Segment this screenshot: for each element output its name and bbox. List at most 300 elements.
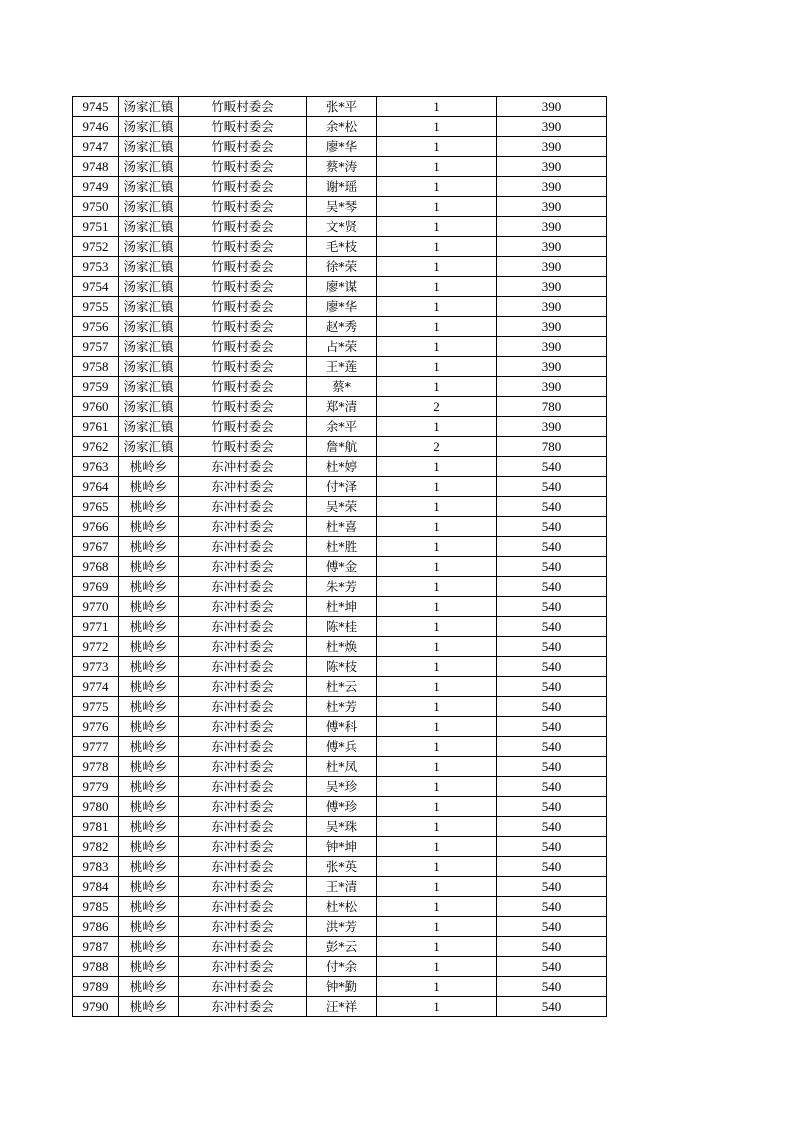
- table-row: [73, 457, 607, 477]
- name-cell: 朱*芳: [307, 577, 377, 597]
- amount-cell: 390: [497, 317, 607, 337]
- township-cell: 桃岭乡: [119, 577, 179, 597]
- township-cell: 桃岭乡: [119, 777, 179, 797]
- row-index-cell: 9786: [73, 917, 119, 937]
- name-cell: 毛*枝: [307, 237, 377, 257]
- name-cell: 廖*华: [307, 297, 377, 317]
- table-row: [73, 157, 607, 177]
- count-cell: 1: [377, 177, 497, 197]
- township-cell: 汤家汇镇: [119, 237, 179, 257]
- table-row: [73, 377, 607, 397]
- amount-cell: 540: [497, 937, 607, 957]
- count-cell: 1: [377, 997, 497, 1017]
- township-cell: 桃岭乡: [119, 897, 179, 917]
- township-cell: 汤家汇镇: [119, 337, 179, 357]
- village-committee-cell: 东冲村委会: [179, 617, 307, 637]
- village-committee-cell: 东冲村委会: [179, 577, 307, 597]
- township-cell: 桃岭乡: [119, 477, 179, 497]
- row-index-cell: 9765: [73, 497, 119, 517]
- row-index-cell: 9760: [73, 397, 119, 417]
- table-row: [73, 677, 607, 697]
- township-cell: 桃岭乡: [119, 817, 179, 837]
- amount-cell: 390: [497, 217, 607, 237]
- village-committee-cell: 竹畈村委会: [179, 137, 307, 157]
- township-cell: 汤家汇镇: [119, 297, 179, 317]
- data-table: [72, 96, 607, 1017]
- table-row: [73, 517, 607, 537]
- name-cell: 杜*云: [307, 677, 377, 697]
- count-cell: 1: [377, 417, 497, 437]
- count-cell: 1: [377, 497, 497, 517]
- table-row: [73, 857, 607, 877]
- amount-cell: 390: [497, 137, 607, 157]
- count-cell: 1: [377, 117, 497, 137]
- row-index-cell: 9779: [73, 777, 119, 797]
- row-index-cell: 9770: [73, 597, 119, 617]
- name-cell: 杜*坤: [307, 597, 377, 617]
- row-index-cell: 9763: [73, 457, 119, 477]
- village-committee-cell: 东冲村委会: [179, 697, 307, 717]
- township-cell: 汤家汇镇: [119, 277, 179, 297]
- amount-cell: 390: [497, 157, 607, 177]
- name-cell: 洪*芳: [307, 917, 377, 937]
- count-cell: 1: [377, 937, 497, 957]
- row-index-cell: 9757: [73, 337, 119, 357]
- row-index-cell: 9771: [73, 617, 119, 637]
- name-cell: 吴*珠: [307, 817, 377, 837]
- table-row: [73, 217, 607, 237]
- name-cell: 杜*芳: [307, 697, 377, 717]
- village-committee-cell: 竹畈村委会: [179, 337, 307, 357]
- amount-cell: 540: [497, 677, 607, 697]
- table-row: [73, 897, 607, 917]
- township-cell: 汤家汇镇: [119, 317, 179, 337]
- amount-cell: 390: [497, 277, 607, 297]
- table-body: [73, 97, 607, 1017]
- village-committee-cell: 东冲村委会: [179, 637, 307, 657]
- township-cell: 汤家汇镇: [119, 357, 179, 377]
- count-cell: 1: [377, 337, 497, 357]
- table-row: [73, 757, 607, 777]
- amount-cell: 540: [497, 857, 607, 877]
- name-cell: 彭*云: [307, 937, 377, 957]
- row-index-cell: 9746: [73, 117, 119, 137]
- count-cell: 2: [377, 437, 497, 457]
- name-cell: 傅*珍: [307, 797, 377, 817]
- township-cell: 桃岭乡: [119, 457, 179, 477]
- village-committee-cell: 东冲村委会: [179, 897, 307, 917]
- village-committee-cell: 竹畈村委会: [179, 357, 307, 377]
- count-cell: 1: [377, 977, 497, 997]
- amount-cell: 540: [497, 777, 607, 797]
- table-row: [73, 617, 607, 637]
- township-cell: 桃岭乡: [119, 617, 179, 637]
- name-cell: 付*余: [307, 957, 377, 977]
- count-cell: 1: [377, 557, 497, 577]
- count-cell: 1: [377, 677, 497, 697]
- township-cell: 桃岭乡: [119, 957, 179, 977]
- count-cell: 1: [377, 297, 497, 317]
- village-committee-cell: 东冲村委会: [179, 997, 307, 1017]
- township-cell: 桃岭乡: [119, 937, 179, 957]
- township-cell: 汤家汇镇: [119, 177, 179, 197]
- count-cell: 1: [377, 277, 497, 297]
- row-index-cell: 9790: [73, 997, 119, 1017]
- village-committee-cell: 东冲村委会: [179, 557, 307, 577]
- table-row: [73, 437, 607, 457]
- table-row: [73, 117, 607, 137]
- data-table-container: [72, 96, 606, 1017]
- village-committee-cell: 竹畈村委会: [179, 257, 307, 277]
- amount-cell: 540: [497, 817, 607, 837]
- village-committee-cell: 竹畈村委会: [179, 117, 307, 137]
- village-committee-cell: 竹畈村委会: [179, 417, 307, 437]
- amount-cell: 390: [497, 337, 607, 357]
- row-index-cell: 9767: [73, 537, 119, 557]
- name-cell: 付*泽: [307, 477, 377, 497]
- count-cell: 1: [377, 257, 497, 277]
- village-committee-cell: 竹畈村委会: [179, 237, 307, 257]
- township-cell: 汤家汇镇: [119, 117, 179, 137]
- township-cell: 桃岭乡: [119, 797, 179, 817]
- row-index-cell: 9782: [73, 837, 119, 857]
- count-cell: 1: [377, 837, 497, 857]
- table-row: [73, 877, 607, 897]
- village-committee-cell: 竹畈村委会: [179, 297, 307, 317]
- table-row: [73, 137, 607, 157]
- township-cell: 汤家汇镇: [119, 437, 179, 457]
- village-committee-cell: 竹畈村委会: [179, 397, 307, 417]
- amount-cell: 540: [497, 557, 607, 577]
- table-row: [73, 917, 607, 937]
- count-cell: 1: [377, 537, 497, 557]
- row-index-cell: 9756: [73, 317, 119, 337]
- village-committee-cell: 竹畈村委会: [179, 317, 307, 337]
- village-committee-cell: 东冲村委会: [179, 917, 307, 937]
- row-index-cell: 9750: [73, 197, 119, 217]
- village-committee-cell: 竹畈村委会: [179, 277, 307, 297]
- count-cell: 1: [377, 97, 497, 117]
- name-cell: 傅*金: [307, 557, 377, 577]
- table-row: [73, 417, 607, 437]
- township-cell: 汤家汇镇: [119, 417, 179, 437]
- village-committee-cell: 竹畈村委会: [179, 97, 307, 117]
- table-row: [73, 577, 607, 597]
- village-committee-cell: 东冲村委会: [179, 857, 307, 877]
- amount-cell: 390: [497, 197, 607, 217]
- amount-cell: 780: [497, 437, 607, 457]
- township-cell: 汤家汇镇: [119, 197, 179, 217]
- village-committee-cell: 东冲村委会: [179, 517, 307, 537]
- name-cell: 钟*勤: [307, 977, 377, 997]
- row-index-cell: 9751: [73, 217, 119, 237]
- table-row: [73, 837, 607, 857]
- amount-cell: 540: [497, 497, 607, 517]
- row-index-cell: 9787: [73, 937, 119, 957]
- count-cell: 1: [377, 197, 497, 217]
- name-cell: 文*贤: [307, 217, 377, 237]
- name-cell: 徐*荣: [307, 257, 377, 277]
- count-cell: 1: [377, 617, 497, 637]
- amount-cell: 540: [497, 757, 607, 777]
- township-cell: 桃岭乡: [119, 837, 179, 857]
- name-cell: 钟*坤: [307, 837, 377, 857]
- amount-cell: 540: [497, 537, 607, 557]
- name-cell: 杜*胜: [307, 537, 377, 557]
- amount-cell: 390: [497, 297, 607, 317]
- table-row: [73, 597, 607, 617]
- row-index-cell: 9775: [73, 697, 119, 717]
- row-index-cell: 9776: [73, 717, 119, 737]
- count-cell: 1: [377, 857, 497, 877]
- name-cell: 谢*瑶: [307, 177, 377, 197]
- count-cell: 1: [377, 717, 497, 737]
- name-cell: 杜*焕: [307, 637, 377, 657]
- count-cell: 1: [377, 797, 497, 817]
- table-row: [73, 817, 607, 837]
- row-index-cell: 9766: [73, 517, 119, 537]
- township-cell: 桃岭乡: [119, 517, 179, 537]
- table-row: [73, 697, 607, 717]
- village-committee-cell: 东冲村委会: [179, 777, 307, 797]
- amount-cell: 390: [497, 257, 607, 277]
- table-row: [73, 937, 607, 957]
- amount-cell: 540: [497, 617, 607, 637]
- table-row: [73, 637, 607, 657]
- count-cell: 1: [377, 897, 497, 917]
- township-cell: 桃岭乡: [119, 917, 179, 937]
- name-cell: 陈*桂: [307, 617, 377, 637]
- township-cell: 桃岭乡: [119, 757, 179, 777]
- name-cell: 余*平: [307, 417, 377, 437]
- amount-cell: 540: [497, 917, 607, 937]
- amount-cell: 390: [497, 377, 607, 397]
- village-committee-cell: 东冲村委会: [179, 737, 307, 757]
- row-index-cell: 9772: [73, 637, 119, 657]
- name-cell: 吴*珍: [307, 777, 377, 797]
- name-cell: 余*松: [307, 117, 377, 137]
- amount-cell: 390: [497, 97, 607, 117]
- table-row: [73, 357, 607, 377]
- table-row: [73, 717, 607, 737]
- amount-cell: 540: [497, 877, 607, 897]
- count-cell: 1: [377, 957, 497, 977]
- count-cell: 1: [377, 737, 497, 757]
- amount-cell: 540: [497, 457, 607, 477]
- row-index-cell: 9745: [73, 97, 119, 117]
- village-committee-cell: 东冲村委会: [179, 497, 307, 517]
- name-cell: 廖*华: [307, 137, 377, 157]
- count-cell: 1: [377, 477, 497, 497]
- township-cell: 汤家汇镇: [119, 157, 179, 177]
- township-cell: 桃岭乡: [119, 597, 179, 617]
- village-committee-cell: 竹畈村委会: [179, 197, 307, 217]
- count-cell: 1: [377, 377, 497, 397]
- amount-cell: 540: [497, 897, 607, 917]
- table-row: [73, 177, 607, 197]
- row-index-cell: 9784: [73, 877, 119, 897]
- count-cell: 1: [377, 217, 497, 237]
- count-cell: 1: [377, 237, 497, 257]
- amount-cell: 540: [497, 797, 607, 817]
- amount-cell: 390: [497, 177, 607, 197]
- name-cell: 赵*秀: [307, 317, 377, 337]
- count-cell: 1: [377, 457, 497, 477]
- amount-cell: 540: [497, 517, 607, 537]
- amount-cell: 540: [497, 577, 607, 597]
- village-committee-cell: 东冲村委会: [179, 597, 307, 617]
- row-index-cell: 9761: [73, 417, 119, 437]
- village-committee-cell: 竹畈村委会: [179, 177, 307, 197]
- name-cell: 陈*枝: [307, 657, 377, 677]
- name-cell: 杜*松: [307, 897, 377, 917]
- township-cell: 汤家汇镇: [119, 217, 179, 237]
- table-row: [73, 397, 607, 417]
- village-committee-cell: 竹畈村委会: [179, 217, 307, 237]
- count-cell: 1: [377, 877, 497, 897]
- township-cell: 桃岭乡: [119, 497, 179, 517]
- count-cell: 1: [377, 657, 497, 677]
- village-committee-cell: 竹畈村委会: [179, 437, 307, 457]
- village-committee-cell: 东冲村委会: [179, 717, 307, 737]
- name-cell: 吴*荣: [307, 497, 377, 517]
- amount-cell: 540: [497, 977, 607, 997]
- amount-cell: 540: [497, 737, 607, 757]
- township-cell: 汤家汇镇: [119, 137, 179, 157]
- count-cell: 1: [377, 597, 497, 617]
- row-index-cell: 9759: [73, 377, 119, 397]
- count-cell: 1: [377, 317, 497, 337]
- row-index-cell: 9748: [73, 157, 119, 177]
- village-committee-cell: 东冲村委会: [179, 977, 307, 997]
- amount-cell: 540: [497, 637, 607, 657]
- row-index-cell: 9773: [73, 657, 119, 677]
- count-cell: 1: [377, 917, 497, 937]
- township-cell: 桃岭乡: [119, 537, 179, 557]
- amount-cell: 540: [497, 477, 607, 497]
- name-cell: 郑*清: [307, 397, 377, 417]
- name-cell: 张*平: [307, 97, 377, 117]
- township-cell: 桃岭乡: [119, 717, 179, 737]
- row-index-cell: 9752: [73, 237, 119, 257]
- table-row: [73, 97, 607, 117]
- name-cell: 傅*兵: [307, 737, 377, 757]
- amount-cell: 390: [497, 417, 607, 437]
- row-index-cell: 9755: [73, 297, 119, 317]
- amount-cell: 540: [497, 697, 607, 717]
- name-cell: 杜*婷: [307, 457, 377, 477]
- village-committee-cell: 竹畈村委会: [179, 157, 307, 177]
- table-row: [73, 777, 607, 797]
- amount-cell: 540: [497, 597, 607, 617]
- amount-cell: 540: [497, 997, 607, 1017]
- township-cell: 桃岭乡: [119, 737, 179, 757]
- name-cell: 吴*琴: [307, 197, 377, 217]
- count-cell: 1: [377, 817, 497, 837]
- name-cell: 汪*祥: [307, 997, 377, 1017]
- village-committee-cell: 东冲村委会: [179, 537, 307, 557]
- count-cell: 1: [377, 157, 497, 177]
- table-row: [73, 297, 607, 317]
- township-cell: 桃岭乡: [119, 637, 179, 657]
- row-index-cell: 9789: [73, 977, 119, 997]
- village-committee-cell: 东冲村委会: [179, 657, 307, 677]
- township-cell: 桃岭乡: [119, 997, 179, 1017]
- count-cell: 1: [377, 697, 497, 717]
- name-cell: 张*英: [307, 857, 377, 877]
- township-cell: 桃岭乡: [119, 697, 179, 717]
- row-index-cell: 9780: [73, 797, 119, 817]
- township-cell: 桃岭乡: [119, 657, 179, 677]
- name-cell: 傅*科: [307, 717, 377, 737]
- village-committee-cell: 东冲村委会: [179, 817, 307, 837]
- count-cell: 1: [377, 577, 497, 597]
- township-cell: 桃岭乡: [119, 677, 179, 697]
- table-row: [73, 337, 607, 357]
- amount-cell: 390: [497, 237, 607, 257]
- table-row: [73, 657, 607, 677]
- amount-cell: 540: [497, 657, 607, 677]
- township-cell: 桃岭乡: [119, 857, 179, 877]
- township-cell: 汤家汇镇: [119, 97, 179, 117]
- row-index-cell: 9781: [73, 817, 119, 837]
- count-cell: 1: [377, 637, 497, 657]
- count-cell: 1: [377, 757, 497, 777]
- table-row: [73, 237, 607, 257]
- row-index-cell: 9785: [73, 897, 119, 917]
- row-index-cell: 9783: [73, 857, 119, 877]
- row-index-cell: 9758: [73, 357, 119, 377]
- name-cell: 杜*喜: [307, 517, 377, 537]
- village-committee-cell: 东冲村委会: [179, 677, 307, 697]
- table-row: [73, 997, 607, 1017]
- row-index-cell: 9774: [73, 677, 119, 697]
- table-row: [73, 317, 607, 337]
- table-row: [73, 477, 607, 497]
- name-cell: 王*莲: [307, 357, 377, 377]
- amount-cell: 540: [497, 717, 607, 737]
- row-index-cell: 9753: [73, 257, 119, 277]
- count-cell: 1: [377, 517, 497, 537]
- amount-cell: 390: [497, 117, 607, 137]
- table-row: [73, 557, 607, 577]
- township-cell: 桃岭乡: [119, 877, 179, 897]
- village-committee-cell: 东冲村委会: [179, 477, 307, 497]
- count-cell: 2: [377, 397, 497, 417]
- row-index-cell: 9768: [73, 557, 119, 577]
- village-committee-cell: 东冲村委会: [179, 457, 307, 477]
- count-cell: 1: [377, 137, 497, 157]
- table-row: [73, 957, 607, 977]
- count-cell: 1: [377, 777, 497, 797]
- village-committee-cell: 东冲村委会: [179, 877, 307, 897]
- row-index-cell: 9769: [73, 577, 119, 597]
- row-index-cell: 9788: [73, 957, 119, 977]
- table-row: [73, 257, 607, 277]
- village-committee-cell: 东冲村委会: [179, 797, 307, 817]
- name-cell: 占*荣: [307, 337, 377, 357]
- row-index-cell: 9762: [73, 437, 119, 457]
- name-cell: 廖*谋: [307, 277, 377, 297]
- table-row: [73, 497, 607, 517]
- row-index-cell: 9749: [73, 177, 119, 197]
- amount-cell: 390: [497, 357, 607, 377]
- township-cell: 汤家汇镇: [119, 257, 179, 277]
- name-cell: 王*清: [307, 877, 377, 897]
- amount-cell: 540: [497, 837, 607, 857]
- table-row: [73, 797, 607, 817]
- name-cell: 蔡*涛: [307, 157, 377, 177]
